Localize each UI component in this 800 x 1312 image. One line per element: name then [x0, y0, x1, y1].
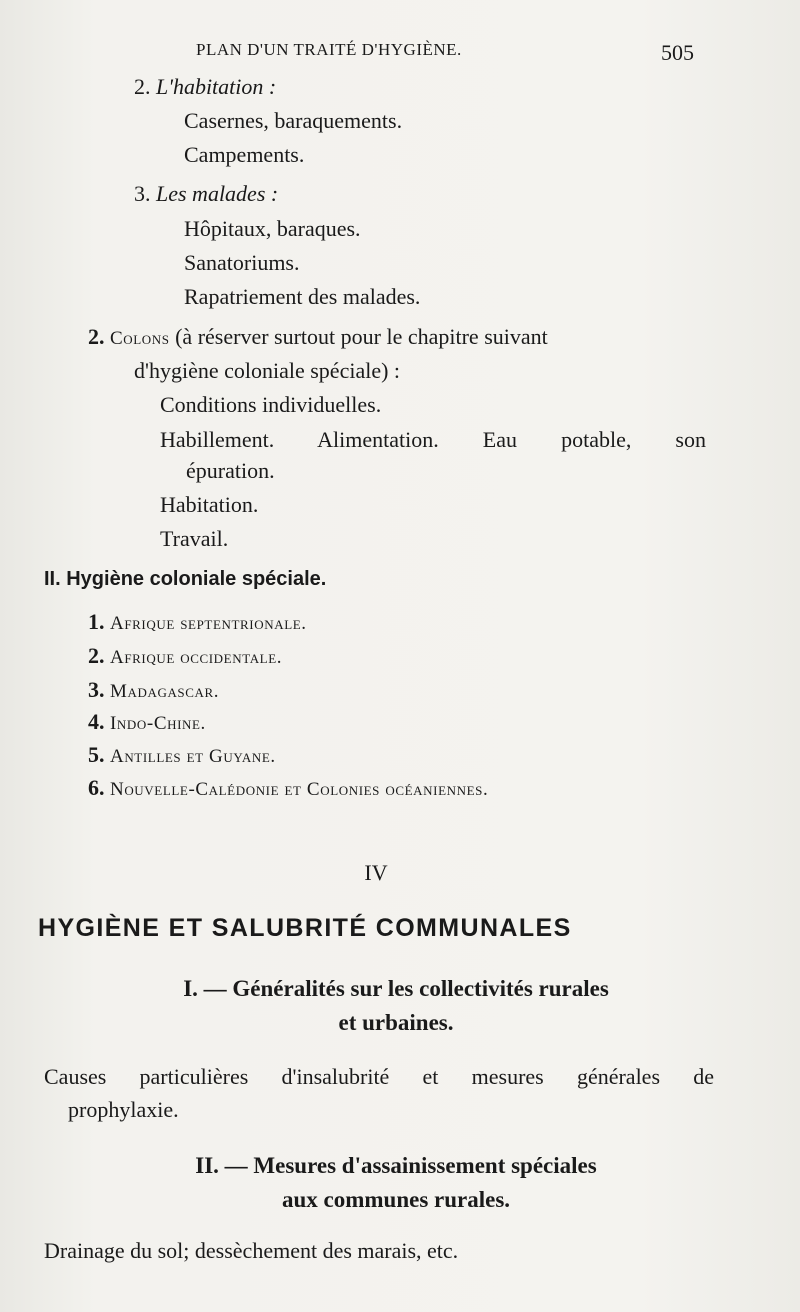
- colons-item: Travail.: [160, 526, 229, 551]
- colony-number: 6.: [88, 775, 105, 800]
- colons-label: Colons: [110, 328, 170, 349]
- colony-item: [88, 677, 219, 703]
- habitation-item: Campements.: [184, 142, 305, 167]
- colony-label: Antilles et Guyane.: [110, 746, 276, 767]
- colons-item: épuration.: [186, 458, 275, 483]
- malades-item: Sanatoriums.: [184, 250, 300, 275]
- generalites-title-continued: et urbaines.: [338, 1010, 454, 1035]
- mesures-text: Drainage du sol; dessèchement des marais, etc.: [44, 1238, 459, 1263]
- colons-heading: [88, 324, 548, 350]
- colony-number: 2.: [88, 643, 105, 668]
- colons-item: Habitation.: [160, 492, 259, 517]
- colony-label: Nouvelle-Calédonie et Colonies océaniennes.: [110, 779, 489, 800]
- colony-label: Afrique septentrionale.: [110, 613, 307, 634]
- colony-item: [88, 742, 276, 768]
- malades-title: Les malades :: [156, 181, 279, 206]
- colony-number: 3.: [88, 677, 105, 702]
- malades-item: Rapatriement des malades.: [184, 284, 421, 309]
- colony-item: [88, 609, 307, 635]
- generalites-text: Causes particulières d'insalubrité et mesures générales de: [44, 1064, 714, 1089]
- colony-label: Afrique occidentale.: [110, 647, 283, 668]
- generalites-text-continued: prophylaxie.: [68, 1097, 179, 1122]
- colony-item: [88, 643, 282, 669]
- chapter-title: HYGIÈNE ET SALUBRITÉ COMMUNALES: [38, 914, 572, 942]
- colons-text-continued: d'hygiène coloniale spéciale) :: [134, 358, 401, 383]
- habitation-number: 2.: [134, 74, 151, 99]
- colony-item: [88, 775, 488, 801]
- colony-number: 5.: [88, 742, 105, 767]
- hygiene-coloniale-title: II. Hygiène coloniale spéciale.: [44, 568, 327, 590]
- habitation-title: L'habitation :: [156, 74, 277, 99]
- colony-item: [88, 709, 206, 735]
- page-number: 505: [661, 40, 694, 65]
- habitation-heading: [134, 74, 276, 100]
- colons-item: Habillement. Alimentation. Eau potable, son: [160, 427, 706, 452]
- colons-item: Conditions individuelles.: [160, 392, 382, 417]
- mesures-title-continued: aux communes rurales.: [281, 1187, 511, 1212]
- colony-label: Madagascar.: [110, 681, 220, 702]
- chapter-number: IV: [364, 860, 388, 885]
- malades-number: 3.: [134, 181, 151, 206]
- mesures-title: II. — Mesures d'assainissement spéciales: [195, 1153, 597, 1178]
- malades-heading: [134, 181, 278, 207]
- colony-number: 1.: [88, 609, 105, 634]
- generalites-title: I. — Généralités sur les collectivités rurales: [183, 976, 609, 1001]
- malades-item: Hôpitaux, baraques.: [184, 216, 361, 241]
- colons-text: (à réserver surtout pour le chapitre suivant: [175, 324, 548, 349]
- running-title: PLAN D'UN TRAITÉ D'HYGIÈNE.: [196, 40, 462, 59]
- colons-number: 2.: [88, 324, 105, 349]
- colony-label: Indo-Chine.: [110, 713, 206, 734]
- habitation-item: Casernes, baraquements.: [184, 108, 403, 133]
- colony-number: 4.: [88, 709, 105, 734]
